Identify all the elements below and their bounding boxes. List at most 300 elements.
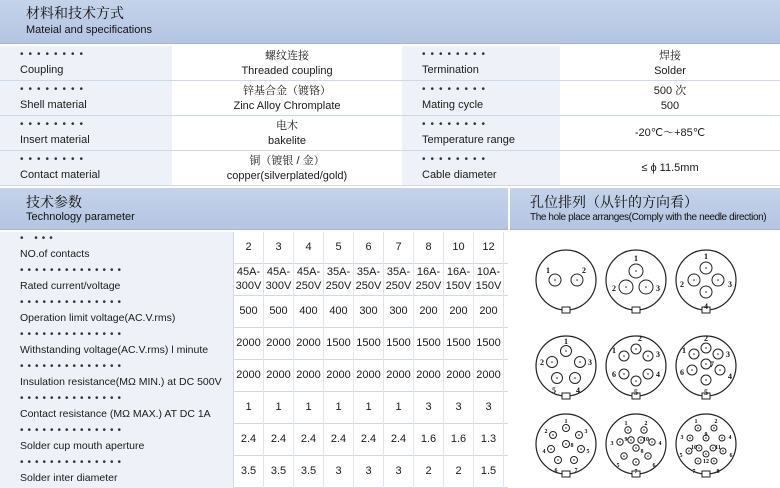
tech-value: 2000 (416, 369, 441, 381)
tech-value: 2000 (266, 337, 291, 349)
tech-value-cell (264, 456, 294, 488)
pin-number: 9 (624, 437, 628, 443)
pin-number: 6 (554, 468, 558, 474)
tech-value-cell (294, 328, 324, 360)
tech-label: Insulation resistance(MΩ MIN.) at DC 500V (20, 376, 222, 388)
tech-value-cell (354, 360, 384, 392)
pin-number: 4 (658, 441, 662, 447)
tech-value-line1: 16A- (416, 266, 441, 278)
pin-number: 3 (728, 280, 732, 289)
tech-value-cell (294, 264, 324, 296)
pin-number: 1 (704, 252, 708, 261)
material-value-zh: 电木 (276, 120, 298, 132)
tech-value: 2.4 (270, 433, 287, 445)
material-value-cell (172, 151, 402, 186)
tech-value-line2: 300V (265, 280, 292, 292)
pin-number: 2 (704, 334, 708, 343)
tech-label: Solder cup mouth aperture (20, 440, 145, 452)
tech-value: 3 (365, 465, 372, 477)
material-label: Insert material (20, 134, 90, 146)
spec-value-cell (560, 46, 780, 81)
hole-title-en: The hole place arranges(Comply with the needle direction) (530, 212, 767, 223)
material-value-zh: 铜（镀银 / 金） (249, 155, 325, 167)
material-label: Shell material (20, 99, 87, 111)
tech-value-cell (294, 424, 324, 456)
pin-number: 6 (729, 453, 733, 459)
pin-dot (630, 439, 632, 441)
tech-value-cell (264, 264, 294, 296)
tech-value: 1500 (476, 337, 501, 349)
tech-value-cell (324, 424, 354, 456)
pin-dot (717, 279, 719, 281)
tech-label: Rated current/voltage (20, 280, 121, 292)
tech-label-cell (0, 232, 234, 264)
tech-value: 2.4 (330, 433, 347, 445)
tech-value-line1: 45A- (266, 266, 291, 278)
tech-value: 2000 (266, 369, 291, 381)
tech-value: 2000 (236, 369, 261, 381)
tech-value: 5 (335, 241, 342, 253)
tech-value-cell (354, 328, 384, 360)
pin-dot (705, 363, 707, 365)
pin-number: 5 (634, 388, 638, 397)
tech-value: 1500 (446, 337, 471, 349)
tech-value-cell (294, 360, 324, 392)
spec-label-cell (402, 46, 560, 81)
tech-value-cell (414, 232, 444, 264)
tech-value-line1: 16A- (446, 266, 471, 278)
tech-value: 3.5 (240, 465, 257, 477)
pin-number: 12 (703, 459, 709, 465)
tech-value-cell (474, 264, 504, 296)
tech-value: 12 (482, 241, 495, 253)
pin-number: 1 (564, 419, 568, 425)
pin-dot (625, 286, 627, 288)
pin-dot (722, 450, 724, 452)
tech-value-line1: 35A- (386, 266, 411, 278)
tech-label: Solder inter diameter (20, 472, 118, 484)
tech-value-cell (354, 392, 384, 424)
tech-value-line2: 250V (295, 280, 322, 292)
pin-number: 2 (582, 266, 586, 275)
pin-number: 5 (616, 463, 620, 469)
key-notch (562, 471, 570, 477)
pin-number: 5 (704, 388, 708, 397)
tech-value: 2000 (296, 337, 321, 349)
tech-value: 2.4 (300, 433, 317, 445)
pin-dot (573, 459, 575, 461)
tech-value-line1: 35A- (326, 266, 351, 278)
bullet-dots: •••••••• (20, 154, 89, 165)
pin-diagram-9 (676, 414, 736, 477)
pin-dot (705, 267, 707, 269)
pin-number: 2 (612, 284, 616, 293)
tech-value-line1: 45A- (236, 266, 261, 278)
bullet-dots: •••••••• (422, 154, 491, 165)
tech-value-cell (264, 232, 294, 264)
tech-value: 1.3 (480, 433, 497, 445)
tech-value-cell (444, 328, 474, 360)
tech-row (0, 264, 508, 296)
tech-value: 2000 (386, 369, 411, 381)
pin-number: 2 (544, 429, 548, 435)
tech-value: 2000 (356, 369, 381, 381)
pin-dot (635, 447, 637, 449)
spec-label-cell (402, 116, 560, 151)
pin-dot (557, 459, 559, 461)
spec-value: -20℃～+85℃ (634, 127, 706, 139)
tech-value-cell (414, 296, 444, 328)
tech-value-cell (354, 456, 384, 488)
material-value-zh: 锌基合金（镀铬） (243, 85, 331, 97)
tech-value: 1 (395, 401, 402, 413)
tech-label-cell (0, 296, 234, 328)
key-notch (632, 307, 640, 313)
pin-dot (647, 373, 649, 375)
tech-value-line1: 35A- (356, 266, 381, 278)
tech-value: 1.6 (450, 433, 467, 445)
tech-value: 300 (359, 305, 378, 317)
pin-dot (635, 461, 637, 463)
pin-diagram-2 (606, 250, 666, 313)
pin-diagram-8 (606, 414, 666, 477)
tech-value-cell (444, 232, 474, 264)
pin-arrangement-panel (510, 230, 780, 488)
tech-row (0, 328, 508, 360)
pin-number: 5 (552, 386, 556, 395)
tech-value-cell (234, 264, 264, 296)
materials-row (0, 46, 780, 81)
hole-title-zh: 孔位排列（从针的方向看） (530, 194, 698, 210)
pin-number: 2 (638, 334, 642, 343)
tech-value-line2: 250V (325, 280, 352, 292)
pin-dot (619, 441, 621, 443)
tech-value-cell (444, 392, 474, 424)
pin-number: 7 (710, 360, 714, 369)
tech-label-cell (0, 328, 234, 360)
tech-value-line2: 250V (415, 280, 442, 292)
tech-value-cell (264, 392, 294, 424)
material-value-en: bakelite (268, 135, 306, 147)
tech-value-cell (324, 328, 354, 360)
tech-value-cell (234, 328, 264, 360)
pin-number: 1 (694, 419, 698, 425)
pin-number: 6 (652, 463, 656, 469)
tech-row (0, 424, 508, 456)
tech-value: 3 (485, 401, 492, 413)
pin-dot (643, 429, 645, 431)
tech-value: 300 (389, 305, 408, 317)
materials-row (0, 81, 780, 116)
tech-value-cell (444, 456, 474, 488)
bullet-dots: •••••••••••••• (20, 297, 126, 308)
pin-number: 7 (574, 468, 578, 474)
tech-value-cell (264, 424, 294, 456)
pin-dot (647, 355, 649, 357)
pin-dot (580, 448, 582, 450)
tech-value-cell (414, 456, 444, 488)
pin-dot (635, 348, 637, 350)
material-value-zh: 螺纹连接 (265, 50, 309, 62)
material-value-en: Threaded coupling (241, 65, 333, 77)
tech-row (0, 456, 508, 488)
key-notch (702, 471, 710, 477)
pin-number: 3 (584, 429, 588, 435)
tech-value: 1 (365, 401, 372, 413)
pin-number: 4 (576, 386, 580, 395)
tech-value-cell (384, 360, 414, 392)
material-value-en: copper(silverplated/gold) (226, 170, 348, 182)
materials-title-en: Mateial and specifications (26, 24, 152, 36)
tech-value: 3.5 (270, 465, 287, 477)
tech-header (0, 188, 508, 230)
tech-row (0, 360, 508, 392)
pin-number: 3 (610, 441, 614, 447)
pin-number: 8 (640, 449, 644, 455)
material-value-cell (172, 116, 402, 151)
bullet-dots: •••••••••••••• (20, 361, 126, 372)
tech-value-cell (414, 392, 444, 424)
tech-value-cell (384, 264, 414, 296)
tech-value-cell (354, 424, 384, 456)
material-label: Coupling (20, 64, 64, 76)
pin-dot (705, 291, 707, 293)
material-label-cell (0, 116, 172, 151)
tech-label-cell (0, 264, 234, 296)
pin-number: 1 (564, 337, 568, 346)
hole-header (510, 188, 780, 230)
tech-value-cell (444, 264, 474, 296)
bullet-dots: •••••••• (422, 119, 491, 130)
tech-label: Withstanding voltage(AC.V.rms) l minute (20, 344, 209, 356)
tech-value: 2 (245, 241, 252, 253)
spec-label: Termination (422, 64, 479, 76)
tech-value-cell (474, 424, 504, 456)
pin-dot (651, 441, 653, 443)
spec-value-zh: 焊接 (659, 50, 681, 62)
tech-value: 1 (275, 401, 282, 413)
tech-value-cell (474, 328, 504, 360)
spec-label-cell (402, 81, 560, 116)
pin-dot (552, 434, 554, 436)
tech-value: 7 (395, 241, 402, 253)
pin-dot (705, 453, 707, 455)
pin-number: 10 (691, 445, 697, 451)
tech-value: 2 (455, 465, 462, 477)
pin-dot (579, 361, 581, 363)
tech-value: 6 (365, 241, 372, 253)
material-value-en: Zinc Alloy Chromplate (233, 100, 341, 112)
tech-row (0, 392, 508, 424)
bullet-dots: •••••••••••••• (20, 265, 126, 276)
pin-dot (578, 434, 580, 436)
pin-number: 3 (656, 284, 660, 293)
tech-value: 2000 (326, 369, 351, 381)
tech-value-cell (414, 360, 444, 392)
tech-value-cell (234, 232, 264, 264)
tech-value: 4 (305, 241, 312, 253)
materials-row (0, 116, 780, 151)
pin-number: 4 (542, 449, 546, 455)
pin-number: 7 (692, 469, 696, 475)
materials-row (0, 151, 780, 186)
tech-value-cell (414, 264, 444, 296)
tech-value-cell (474, 296, 504, 328)
tech-label-cell (0, 392, 234, 424)
spec-label: Mating cycle (422, 99, 484, 111)
tech-value-cell (294, 232, 324, 264)
pin-number: 1 (612, 346, 616, 355)
tech-value: 400 (299, 305, 318, 317)
tech-value: 3 (275, 241, 282, 253)
tech-label: NO.of contacts (20, 248, 90, 260)
pin-number: 10 (643, 437, 649, 443)
pin-number: 4 (728, 435, 732, 441)
spec-label-cell (402, 151, 560, 186)
pin-diagram-5 (606, 334, 666, 399)
connector-outline (676, 414, 736, 474)
pin-dot (565, 350, 567, 352)
spec-value-en: Solder (654, 65, 686, 77)
pin-dot (697, 427, 699, 429)
tech-value: 1 (305, 401, 312, 413)
connector-outline (536, 250, 596, 310)
pin-number: 1 (682, 346, 686, 355)
pin-dot (574, 377, 576, 379)
tech-value-cell (384, 456, 414, 488)
pin-dot (705, 347, 707, 349)
tech-label-cell (0, 360, 234, 392)
bullet-dots: •••••••• (20, 49, 89, 60)
tech-value-cell (234, 424, 264, 456)
tech-value-cell (354, 264, 384, 296)
pin-number: 11 (715, 445, 721, 451)
pin-number: 2 (680, 280, 684, 289)
pin-dot (623, 455, 625, 457)
pin-dot (689, 437, 691, 439)
material-value-cell (172, 46, 402, 81)
pin-number: 8 (716, 469, 720, 475)
bullet-dots: •••••••••••••• (20, 393, 126, 404)
tech-value-cell (234, 360, 264, 392)
tech-value-cell (444, 424, 474, 456)
pin-diagram-7 (536, 414, 596, 477)
tech-value-cell (444, 296, 474, 328)
tech-value: 2.4 (240, 433, 257, 445)
tech-value: 1 (245, 401, 252, 413)
tech-value-cell (384, 232, 414, 264)
key-notch (562, 307, 570, 313)
tech-label: Operation limit voltage(AC.V.rms) (20, 312, 176, 324)
tech-value: 1500 (356, 337, 381, 349)
pin-dot (688, 450, 690, 452)
pin-diagram-4 (536, 336, 596, 399)
pin-number: 3 (726, 350, 730, 359)
tech-value-line2: 250V (385, 280, 412, 292)
bullet-dots: •••••••• (20, 84, 89, 95)
tech-value-cell (294, 456, 324, 488)
tech-value-cell (414, 328, 444, 360)
pin-dot (551, 361, 553, 363)
spec-label: Temperature range (422, 134, 515, 146)
tech-value-cell (474, 360, 504, 392)
spec-value-en: 500 (660, 100, 680, 112)
tech-value: 2000 (446, 369, 471, 381)
tech-value-cell (384, 296, 414, 328)
tech-value: 3 (455, 401, 462, 413)
tech-value-cell (354, 232, 384, 264)
tech-value: 3 (425, 401, 432, 413)
bullet-dots: • ••• (20, 233, 57, 244)
pin-number: 2 (644, 421, 648, 427)
tech-value: 200 (449, 305, 468, 317)
bullet-dots: •••••••• (422, 84, 491, 95)
tech-value-cell (234, 296, 264, 328)
pin-dot (635, 270, 637, 272)
tech-value-cell (324, 232, 354, 264)
tech-value-cell (294, 392, 324, 424)
tech-value: 1.5 (480, 465, 497, 477)
pin-dot (635, 380, 637, 382)
material-value-cell (172, 81, 402, 116)
tech-value: 500 (269, 305, 288, 317)
tech-value-cell (324, 392, 354, 424)
tech-value: 1500 (326, 337, 351, 349)
pin-dot (697, 460, 699, 462)
tech-value: 2000 (476, 369, 501, 381)
tech-value: 3.5 (300, 465, 317, 477)
tech-value-cell (324, 264, 354, 296)
pin-number: 9 (704, 432, 708, 438)
tech-value: 1500 (416, 337, 441, 349)
pin-dot (576, 279, 578, 281)
tech-value: 200 (479, 305, 498, 317)
tech-label: Contact resistance (MΩ MAX.) AT DC 1A (20, 408, 211, 420)
pin-dot (556, 377, 558, 379)
tech-value-line2: 250V (355, 280, 382, 292)
tech-label-cell (0, 456, 234, 488)
tech-value: 3 (395, 465, 402, 477)
tech-value-cell (264, 360, 294, 392)
tech-value-cell (324, 296, 354, 328)
pin-number: 3 (588, 358, 592, 367)
bullet-dots: •••••••••••••• (20, 329, 126, 340)
pin-diagrams (510, 230, 780, 488)
pin-number: 2 (540, 358, 544, 367)
pin-number: 1 (546, 266, 550, 275)
key-notch (562, 393, 570, 399)
pin-diagram-6 (676, 334, 736, 399)
tech-value-line2: 150V (445, 280, 472, 292)
spec-value-cell (560, 151, 780, 186)
pin-dot (565, 443, 567, 445)
tech-value-line1: 10A- (476, 266, 501, 278)
bullet-dots: •••••••• (422, 49, 491, 60)
tech-value-cell (384, 392, 414, 424)
tech-value-cell (474, 392, 504, 424)
tech-value-cell (234, 392, 264, 424)
pin-dot (565, 427, 567, 429)
tech-row (0, 232, 508, 264)
tech-value: 500 (239, 305, 258, 317)
tech-value: 200 (419, 305, 438, 317)
pin-dot (698, 447, 700, 449)
pin-number: 2 (714, 419, 718, 425)
spec-value-zh: 500 次 (653, 85, 687, 97)
pin-number: 6 (612, 370, 616, 379)
tech-value-cell (474, 232, 504, 264)
tech-value: 1500 (386, 337, 411, 349)
